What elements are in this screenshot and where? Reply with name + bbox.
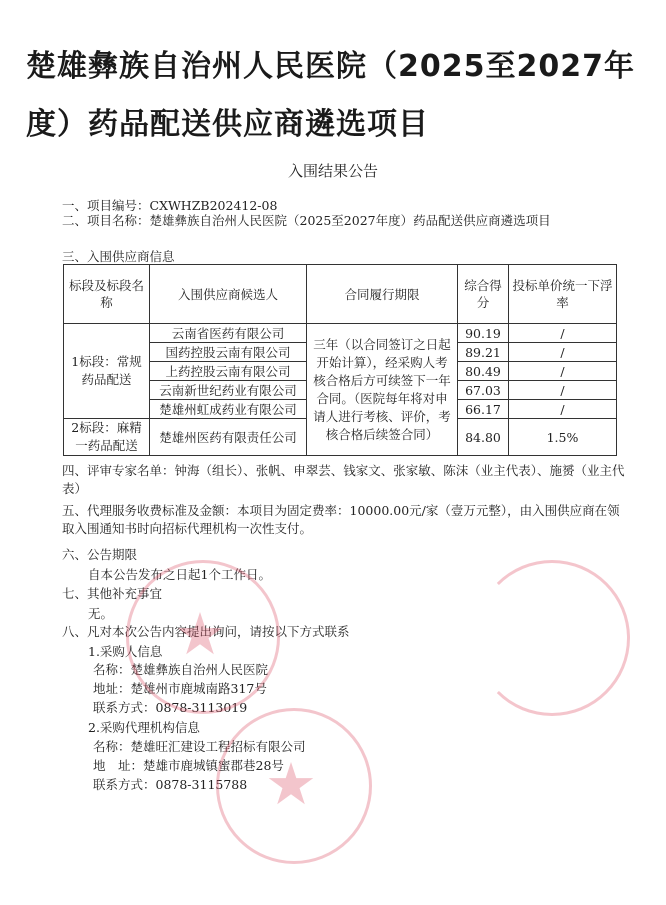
score-cell: 89.21 bbox=[458, 343, 509, 362]
agency-address: 地 址：楚雄市鹿城镇蜜郡巷28号 bbox=[93, 758, 284, 773]
section-6-heading: 六、公告期限 bbox=[62, 547, 138, 562]
score-cell: 67.03 bbox=[458, 381, 509, 400]
seal-star-icon: ★ bbox=[265, 750, 317, 818]
agency-phone: 联系方式：0878-3115788 bbox=[93, 777, 248, 792]
purchaser-name: 名称：楚雄彝族自治州人民医院 bbox=[93, 662, 269, 677]
segment-2-cell: 2标段：麻精一药品配送 bbox=[64, 419, 150, 456]
document-title: 楚雄彝族自治州人民医院（2025至2027年度）药品配送供应商遴选项目 bbox=[26, 49, 635, 142]
project-name: 二、项目名称：楚雄彝族自治州人民医院（2025至2027年度）药品配送供应商遴选项目 bbox=[62, 213, 551, 228]
header-rate: 投标单价统一下浮率 bbox=[509, 265, 617, 324]
partial-seal-right bbox=[474, 560, 630, 716]
purchaser-phone: 联系方式：0878-3113019 bbox=[93, 700, 248, 715]
supplier-cell: 楚雄州虹成药业有限公司 bbox=[150, 400, 307, 419]
supplier-cell: 国药控股云南有限公司 bbox=[150, 343, 307, 362]
contract-period-cell: 三年（以合同签订之日起开始计算），经采购人考核合格后方可续签下一年合同。（医院每年将对申请人进行考核、评价，考核合格后续签合同） bbox=[307, 324, 458, 456]
header-supplier: 入围供应商候选人 bbox=[150, 265, 307, 324]
section-7-heading: 七、其他补充事宜 bbox=[62, 586, 163, 601]
supplier-table bbox=[63, 264, 617, 456]
expert-list: 四、评审专家名单：钟海（组长）、张帆、申翠芸、钱家文、张家敏、陈沫（业主代表）、施赟（业主代表） bbox=[62, 463, 625, 496]
document-subtitle: 入围结果公告 bbox=[287, 162, 378, 180]
score-cell: 80.49 bbox=[458, 362, 509, 381]
header-period: 合同履行期限 bbox=[307, 265, 458, 324]
hospital-seal bbox=[126, 560, 280, 714]
seal-star-icon: ★ bbox=[174, 600, 226, 668]
supplier-cell: 上药控股云南有限公司 bbox=[150, 362, 307, 381]
rate-cell: / bbox=[509, 343, 617, 362]
purchaser-address: 地址：楚雄州市鹿城南路317号 bbox=[93, 681, 267, 696]
score-cell: 90.19 bbox=[458, 324, 509, 343]
project-number: 一、项目编号：CXWHZB202412-08 bbox=[62, 198, 278, 213]
rate-cell: / bbox=[509, 381, 617, 400]
score-cell: 66.17 bbox=[458, 400, 509, 419]
notice-period: 自本公告发布之日起1个工作日。 bbox=[88, 567, 271, 582]
header-score: 综合得分 bbox=[458, 265, 509, 324]
segment-1-cell: 1标段：常规药品配送 bbox=[64, 324, 150, 419]
supplier-cell: 云南省医药有限公司 bbox=[150, 324, 307, 343]
table-header-row bbox=[64, 265, 617, 324]
rate-cell: 1.5% bbox=[509, 419, 617, 456]
service-fee: 五、代理服务收费标准及金额：本项目为固定费率：10000.00元/家（壹万元整），由入围供应商在领取入围通知书时向招标代理机构一次性支付。 bbox=[62, 503, 620, 536]
supplementary-none: 无。 bbox=[88, 606, 114, 621]
agency-heading: 2.采购代理机构信息 bbox=[88, 720, 200, 735]
section-3-heading: 三、入围供应商信息 bbox=[62, 249, 175, 264]
table-row bbox=[64, 324, 617, 343]
agency-name: 名称：楚雄旺汇建设工程招标有限公司 bbox=[93, 739, 306, 754]
rate-cell: / bbox=[509, 324, 617, 343]
rate-cell: / bbox=[509, 362, 617, 381]
header-segment: 标段及标段名称 bbox=[64, 265, 150, 324]
agency-seal bbox=[216, 708, 372, 864]
supplier-cell: 云南新世纪药业有限公司 bbox=[150, 381, 307, 400]
score-cell: 84.80 bbox=[458, 419, 509, 456]
supplier-cell: 楚雄州医药有限责任公司 bbox=[150, 419, 307, 456]
purchaser-heading: 1.采购人信息 bbox=[88, 644, 163, 659]
rate-cell: / bbox=[509, 400, 617, 419]
section-8-heading: 八、凡对本次公告内容提出询问，请按以下方式联系 bbox=[62, 624, 350, 639]
